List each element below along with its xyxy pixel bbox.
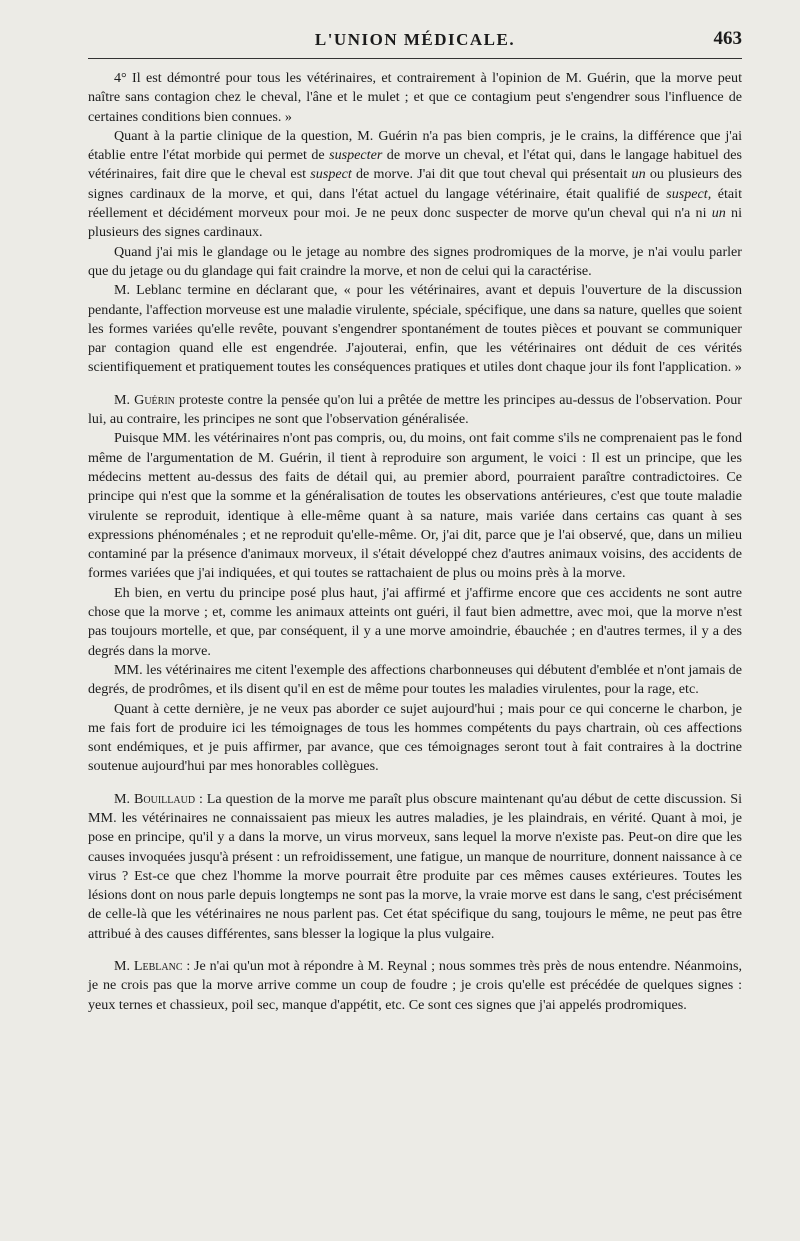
paragraph: MM. les vétérinaires me citent l'exemple des affections charbonneuses qui débutent d'emblée et n'ont jamais de degrés, de prodrômes, et ils disent qu'il en est de même pour toutes les maladies virulentes, pour la rage, etc.: [88, 661, 742, 698]
section-bouillaud: [88, 790, 742, 944]
running-head: L'UNION MÉDICALE.: [314, 30, 516, 49]
page-header: [88, 28, 742, 59]
emphasis: suspect,: [666, 185, 712, 202]
speaker-name: Guérin: [134, 391, 175, 408]
page-number: 463: [713, 28, 742, 49]
speaker-name: Leblanc: [133, 958, 183, 975]
emphasis: suspecter: [329, 147, 383, 164]
emphasis: un: [631, 166, 646, 183]
paragraph: M. Guérin proteste contre la pensée qu'on lui a prêtée de mettre les principes au-dessus de l'observation. Pour lui, au contraire, les principes ne sont que l'observation généralisée.: [88, 391, 742, 428]
paragraph: Quand j'ai mis le glandage ou le jetage au nombre des signes prodromiques de la morve, je n'ai voulu parler que du jetage ou du glandage qui fait craindre la morve, et non de celui qui la caractérise.: [88, 243, 742, 279]
paragraph: Puisque MM. les vétérinaires n'ont pas compris, ou, du moins, ont fait comme s'ils ne comprenaient pas le fond même de l'argumentation de M. Guérin, il tient à reproduire son argument, le voici : Il est un principe, que les médecins mettent au-dessus des faits de détail qui, au premier abord, pourraient paraître contradictoires. Ce principe qui n'est que la somme et la généralisation de toutes les observations antérieures, c'est que toute maladie virulente se reproduit, identique à elle-même quant à sa nature, mais variée dans certains cas quant à ses expressions phénoménales ; et ne reproduit qu'elle-même. Or, j'ai dit, parce que je l'ai observé, que, dans un milieu contaminé par la présence d'animaux morveux, il s'était développé chez d'autres animaux voisins, des accidents de formes variées que j'ai indiquées, et qui toutes se rattachaient de plus ou moins près à la morve.: [88, 430, 742, 582]
paragraph: M. Leblanc : Je n'ai qu'un mot à répondre à M. Reynal ; nous sommes très près de nous entendre. Néanmoins, je ne crois pas que la morve arrive comme un coup de foudre ; je crois qu'elle est précédée de quelques signes : yeux ternes et chassieux, poil sec, manque d'appétit, etc. Ce sont ces signes que j'ai appelés prodromiques.: [88, 958, 742, 1013]
paragraph: Quant à la partie clinique de la question, M. Guérin n'a pas bien compris, je le crains, la différence que j'ai établie entre l'état morbide qui permet de suspecter de morve un cheval, et l'état qui, dans le langage habituel des vétérinaires, fait dire que le cheval est suspect de morve. J'ai dit que tout cheval qui présentait un ou plusieurs des signes cardinaux de la morve, et qui, dans l'état actuel du langage vétérinaire, était qualifié de suspect, était réellement et décidément morveux pour moi. Je ne peux donc suspecter de morve qu'un cheval qui n'a ni un ni plusieurs des signes cardinaux.: [88, 127, 742, 241]
paragraph: M. Bouillaud : La question de la morve me paraît plus obscure maintenant qu'au début de cette discussion. Si MM. les vétérinaires ne connaissaient pas mieux les autres maladies, je les plaindrais, en vérité. Quant à moi, je pose en principe, qu'il y a dans la morve, un virus morveux, sans lequel la morve n'existe pas. Peut-on dire que les causes invoquées jusqu'à présent : un refroidissement, une fatigue, un manque de nourriture, donnent naissance à ce virus ? Est-ce que chez l'homme la morve pourrait être produite par ces mêmes causes extérieures. Toutes les lésions dont on nous parle depuis longtemps ne sont pas la morve, la vraie morve est dans le sang, c'est précisément de celle-là que les vétérinaires ne nous parlent pas. Cet état spécifique du sang, toujours le même, ne peut pas être attribué à des causes différentes, sans blesser la logique la plus vulgaire.: [88, 790, 742, 942]
emphasis: suspect: [310, 166, 352, 183]
section-guerin: [88, 391, 742, 777]
emphasis: un: [711, 205, 726, 222]
speaker-name: Bouillaud: [133, 790, 196, 807]
paragraph: Quant à cette dernière, je ne veux pas aborder ce sujet aujourd'hui ; mais pour ce qui concerne le charbon, je me fais fort de produire ici les témoignages de tous les hommes compétents du pays chartrain, où ces affections sont endémiques, et je puis affirmer, par avance, que ces témoignages seront tout à fait contraires à la doctrine soutenue aujourd'hui par mes honorables collègues.: [88, 700, 742, 775]
section-leblanc-conclusions: [88, 69, 742, 378]
paragraph: 4° Il est démontré pour tous les vétérinaires, et contrairement à l'opinion de M. Guérin, que la morve peut naître sans contagion chez le cheval, l'âne et le mulet ; et que ce contagium peut s'engendrer sous l'influence de certaines conditions bien connues. »: [88, 70, 742, 125]
paragraph: M. Leblanc termine en déclarant que, « pour les vétérinaires, avant et depuis l'ouverture de la discussion pendante, l'affection morveuse est une maladie virulente, spéciale, spécifique, une dans sa nature, quelles que soient les formes variées qu'elle revête, pouvant s'engendrer spontanément de toutes pièces et pouvant se communiquer par contagion quand elle est engendrée. J'ajouterai, enfin, que les vétérinaires ont déduit de ces vérités scientifiquement et pratiquement toutes les conséquences pratiques et utiles dont chaque jour ils font l'application. »: [88, 282, 742, 376]
paragraph: Eh bien, en vertu du principe posé plus haut, j'ai affirmé et j'affirme encore que ces accidents ne sont autre chose que la morve ; et, comme les animaux atteints ont guéri, il faut bien admettre, avec moi, que la morve n'est pas toujours mortelle, et que, par conséquent, il y a une morve amoindrie, ébauchée ; en d'autres termes, il y a des degrés dans la morve.: [88, 584, 742, 659]
section-leblanc-reply: [88, 957, 742, 1015]
